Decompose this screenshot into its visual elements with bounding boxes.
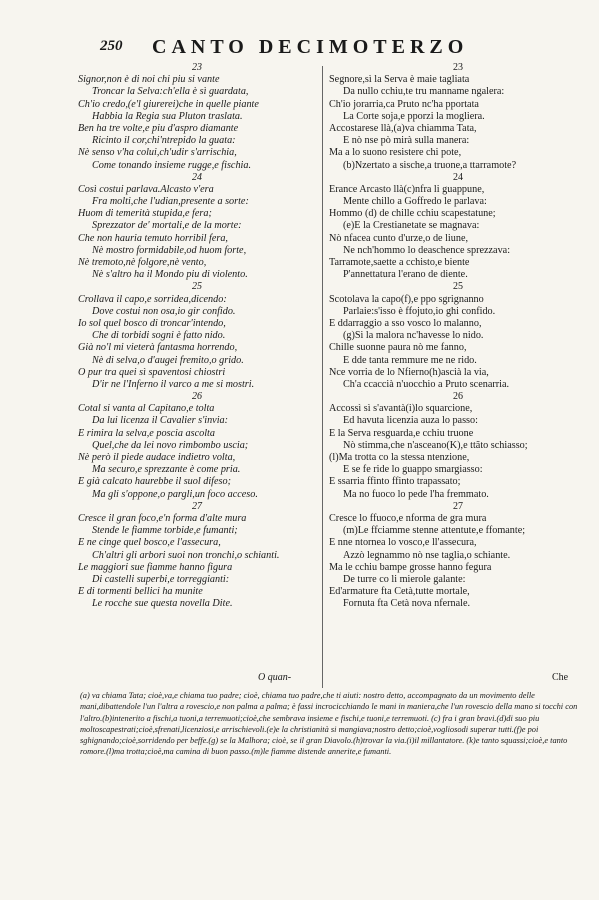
catchword-left: O quan- [258,672,292,683]
verse-line: E ssarria ffinto ffinto trapassato; [329,476,461,488]
verse-line: Fornuta fta Cetà nova nfernale. [343,598,471,610]
verse-line: E la Serva resguarda,e cchiu truone [329,427,474,439]
verse-line: Io sol quel bosco di troncar'intendo, [78,317,226,329]
verse-line: Ch'altri gli arbori suoi non tronchi,o schianti. [92,549,280,561]
verse-line: Le maggiori sue fiamme hanno figura [78,561,233,573]
verse-line: (b)Nzertato a sische,a truone,a ttarramote? [343,159,517,171]
stanza-number: 26 [192,391,202,403]
verse-line: E se fe ride lo guappo smargiasso: [343,464,483,476]
verse-line: Cresce lo ffuoco,e nforma de gra mura [329,512,487,524]
stanza-number: 25 [192,281,202,293]
verse-line: Segnore,sì la Serva è maie tagliata [329,74,470,86]
verse-line: Di castelli superbi,e torreggianti: [92,573,230,585]
footnotes [80,690,580,758]
verse-line: Ch'io credo,(e'l giurerei)che in quelle piante [78,98,259,110]
verse-line: Già no'l mi vieterà fantasma horrendo, [78,342,238,354]
verse-line: Da lui licenza il Cavalier s'invia: [92,415,229,427]
verse-line: Nce vorria de lo Nfierno(h)ascià la via, [329,366,489,378]
verse-line: Troncar la Selva:ch'ella è sì guardata, [92,86,249,98]
verse-line: Nò stimma,che n'asceano(K),e ttãto schiasso; [343,439,528,451]
catchword-right: Che [552,672,569,683]
verse-line: (e)E la Crestianetate se magnava: [343,220,480,232]
verse-line: Ma securo,e sprezzante è come pria. [92,464,241,476]
verse-line: Che non hauria temuto horribil fera, [78,232,228,244]
verse-line: E rimira la selva,e poscia ascolta [78,427,215,439]
verse-line: Huom di temerità stupida,e fera; [78,208,212,220]
verse-line: Da nullo cchiu,te tru manname ngalera: [343,86,505,98]
verse-line: Quel,che da lei novo rimbombo uscia; [92,439,249,451]
verse-line: Mente chillo a Goffredo le parlava: [343,196,487,208]
verse-line: Nè di selva,o d'augei fremito,o grido. [92,354,244,366]
verse-line: (l)Ma trotta co la stessa ntenzione, [329,452,470,463]
verse-line: Le rocche sue questa novella Dite. [92,598,233,610]
right-column-neapolitan [329,62,587,610]
verse-line: Nè mostro formidabile,od huom forte, [92,244,247,256]
verse-line: Nè però il piede audace indietro volta, [78,452,236,463]
verse-line: Signor,non è di noi chi piu si vante [78,74,220,86]
verse-line: D'ir ne l'Inferno il varco a me si mostri. [92,378,255,390]
verse-line: Fra molti,che l'udian,presente a sorte: [92,196,249,208]
stanza-number: 24 [453,171,463,183]
verse-line: Azzò legnammo nò nse taglia,o schiante. [343,549,511,561]
verse-line: Che di torbidi sogni è fatto nido. [92,330,226,342]
verse-line: E nne ntornea lo vosco,e ll'assecura, [329,537,477,549]
verse-line: Parlaie:s'isso è ffojuto,io ghi confido. [343,305,496,317]
verse-line: Scotolava la capo(f),e ppo sgrignanno [329,293,484,305]
verse-line: Cresce il gran foco,e'n forma d'alte mura [78,512,247,524]
verse-line: Cotal si vanta al Capitano,e tolta [78,403,215,415]
verse-line: Ben ha tre volte,e piu d'aspro diamante [78,122,239,134]
verse-line: Ch'io jorarria,ca Pruto nc'ha pportata [329,98,479,110]
stanza-number: 23 [192,62,202,73]
left-column-italian [78,62,316,610]
stanza-number: 26 [453,391,463,403]
verse-line: Ed'armature fta Cetà,tutte mortale, [329,586,470,598]
verse-line: Nè tremoto,nè folgore,nè vento, [78,257,207,268]
stanza-number: 25 [453,281,463,293]
stanza-number: 24 [192,171,202,183]
verse-line: Dove costui non osa,io gir confido. [92,305,236,317]
verse-line: Ma gli s'oppone,o pargli,un foco acceso. [92,488,258,500]
verse-line: Come tonando insieme rugge,e fischia. [92,159,252,171]
verse-line: Nò nfacea cunto d'urze,o de liune, [329,232,469,244]
verse-line: Così costui parlava.Alcasto v'era [78,183,214,195]
verse-line: Accossì sì s'avantà(i)lo squarcione, [329,403,473,415]
stanza-number: 27 [453,500,463,512]
verse-line: Ed havuta licenzia auza lo passo: [343,415,478,427]
verse-line: (g)Si la malora nc'havesse lo nido. [343,330,484,342]
verse-line: Ch'a ccaccià n'uocchio a Pruto scenarria. [343,378,510,390]
verse-line: E ne cinge quel bosco,e l'assecura, [78,537,221,549]
verse-line: Tarramote,saette a cchisto,e biente [329,257,470,268]
verse-line: E ddarraggio a sso vosco lo malanno, [329,317,482,329]
verse-line: E di tormenti bellici ha munite [78,586,203,598]
verse-line: Chille suonne paura nò me fanno, [329,342,467,354]
verse-line: Nè s'altro ha il Mondo piu di violento. [92,269,248,281]
verse-line: E già calcato haurebbe il suol difeso; [78,476,231,488]
page-number: 250 [100,38,123,54]
verse-line: Habbia la Regia sua Pluton traslata. [92,110,243,122]
verse-line: Stende le fiamme torbide,e fumanti; [92,525,238,537]
verse-line: La Corte soja,e pporzi la mogliera. [343,110,485,122]
verse-line: Accostarese llà,(a)va chiamma Tata, [329,122,477,134]
verse-line: E dde tanta remmure me ne rido. [343,354,477,366]
verse-line: De turre co li mierole galante: [343,573,466,585]
verse-line: Ma no fuoco lo pede l'ha fremmato. [343,488,489,500]
stanza-number: 27 [192,500,202,512]
verse-line: Ne nch'hommo lo deaschence sprezzava: [343,244,511,256]
verse-line: (m)Le ffciamme stenne attentute,e ffomante; [343,525,526,537]
verse-line: Erance Arcasto llà(c)nfra li guappune, [329,183,485,195]
verse-line: Nè senso v'ha colui,ch'udir s'arrischia, [78,147,237,159]
verse-line: E nò nse pò mirà sulla manera: [343,135,470,147]
column-divider [322,66,323,688]
footnote-paragraph: (a) va chiama Tata; cioè,va,e chiama tuo padre; cioè, chiama tuo padre,che ti aiuti: nostro detto, accompagnato da un movimento delle mani,dibattendole l'un l'altra a rovescio,e non palma a palma; è fassi incrocicchiando le mani in maniera,che l'un rovescio della mano si tocchi con l'altro.(b)intenerito a fischi,a tuoni,a terremuoti;cioè,che sembrava insieme e fischi,e tuoni,e terremuoti. (c) fra i gran bravi.(d)di suo piu moltoscapestrati;cioè,sfrenati,licenziosi,e arrischievoli.(e)e la christianità si mangiava;nostro detto;cioè,vogliosodi superar tutti.(f)e poi sghignando;cioè,sorridendo per beffe.(g) se la Malhora; cioè, se il gran Diavolo.(h)trovar la via.(i)il millantatore. (k)e tanto squassi;cioè,e tanto romore.(l)ma trotta;cioè,ma camina di buon passo.(m)le fiamme distende annerite,e fumanti. [80,691,578,757]
verse-line: P'annettatura l'erano de diente. [343,269,468,281]
verse-line: Ma le cchiu bampe grosse hanno fegura [329,561,492,573]
verse-line: Sprezzator de' mortali,e de la morte: [92,220,242,232]
verse-line: O pur tra quei sì spaventosi chiostri [78,366,226,378]
canto-title: CANTO DECIMOTERZO [152,36,469,58]
verse-line: Hommo (d) de chille cchiu scapestatune; [329,208,496,220]
verse-line: Ricinto il cor,chi'ntrepido la guata: [92,135,236,147]
verse-line: Crollava il capo,e sorridea,dicendo: [78,293,227,305]
verse-line: Ma a lo suono resistere chi pote, [329,147,462,159]
stanza-number: 23 [453,62,463,73]
